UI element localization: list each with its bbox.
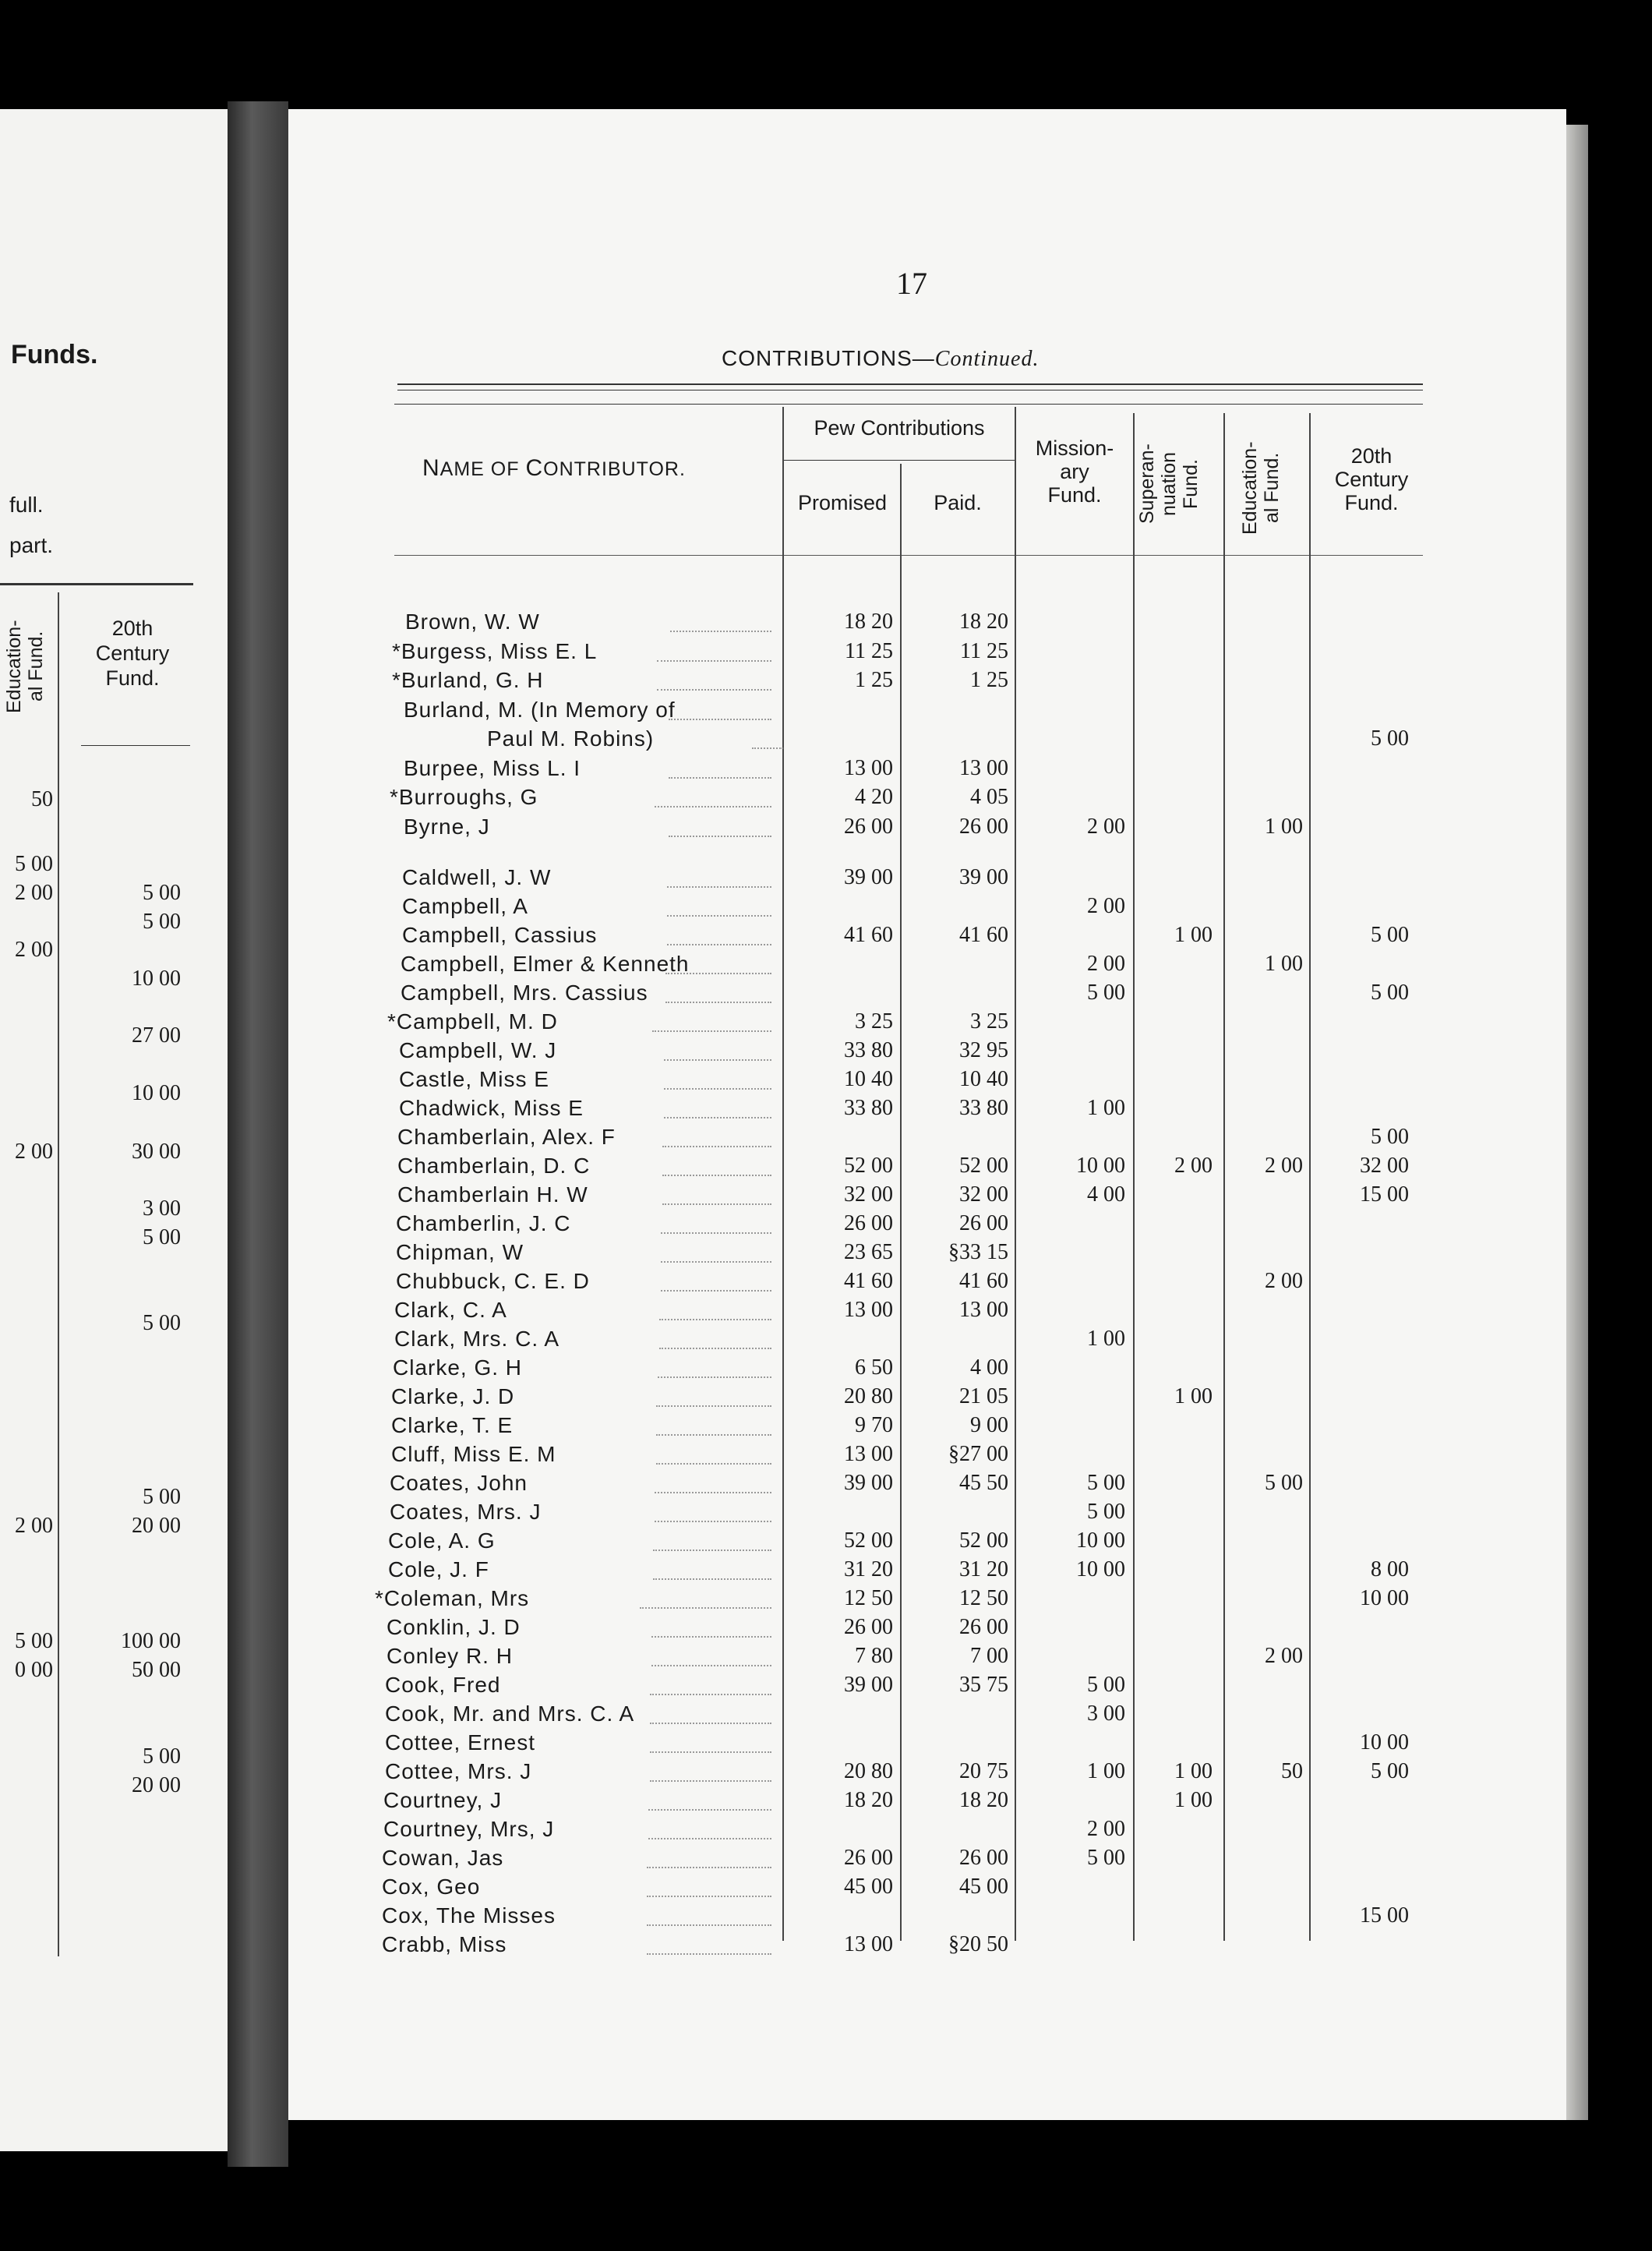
promised-value: 26 00 xyxy=(844,1846,893,1870)
promised-value: 9 70 xyxy=(855,1413,893,1437)
century-value: 10 00 xyxy=(1360,1586,1409,1610)
dot-leader xyxy=(652,1030,771,1032)
contributor-name: Brown, W. W xyxy=(405,610,540,634)
promised-value: 39 00 xyxy=(844,865,893,889)
dot-leader xyxy=(657,660,771,662)
left-educational-value: 2 00 xyxy=(15,1140,53,1164)
century-value: 10 00 xyxy=(1360,1730,1409,1755)
promised-value: 20 80 xyxy=(844,1759,893,1783)
contributor-name: Clark, Mrs. C. A xyxy=(394,1327,560,1351)
left-century-value: 5 00 xyxy=(143,1225,181,1249)
contributor-name: Cox, The Misses xyxy=(382,1903,556,1928)
missionary-value: 5 00 xyxy=(1087,1846,1125,1870)
century-value: 5 00 xyxy=(1371,726,1409,751)
promised-value: 13 00 xyxy=(844,1932,893,1956)
missionary-value: 3 00 xyxy=(1087,1702,1125,1726)
missionary-value: 4 00 xyxy=(1087,1182,1125,1207)
header-promised: Promised xyxy=(797,491,888,514)
contributor-name: Cox, Geo xyxy=(382,1875,481,1899)
left-century-value: 50 00 xyxy=(132,1658,181,1682)
promised-value: 26 00 xyxy=(844,1615,893,1639)
contributor-name: Conley R. H xyxy=(387,1644,513,1668)
dot-leader xyxy=(752,747,783,749)
left-educational-value: 5 00 xyxy=(15,852,53,876)
educational-value: 2 00 xyxy=(1265,1269,1303,1293)
dot-leader xyxy=(655,1492,771,1493)
left-page xyxy=(0,109,228,2151)
dot-leader xyxy=(670,631,771,632)
page-edge xyxy=(1566,125,1588,2120)
left-century-value: 27 00 xyxy=(132,1023,181,1048)
dot-leader xyxy=(662,1203,771,1205)
contributor-name: *Burgess, Miss E. L xyxy=(392,639,598,663)
divider-promised xyxy=(900,464,902,1941)
contributor-name: *Campbell, M. D xyxy=(387,1009,558,1034)
contributor-name: Conklin, J. D xyxy=(387,1615,521,1639)
educational-value: 5 00 xyxy=(1265,1471,1303,1495)
dot-leader xyxy=(665,1002,771,1003)
paid-value: 35 75 xyxy=(959,1673,1008,1697)
contributor-name: Chamberlain, Alex. F xyxy=(397,1125,616,1149)
header-name-of-contributor: NAME OF CONTRIBUTOR. xyxy=(422,455,686,481)
dot-leader xyxy=(661,1261,771,1263)
legend-full: full. xyxy=(9,493,44,517)
missionary-value: 5 00 xyxy=(1087,1471,1125,1495)
left-century-value: 20 00 xyxy=(132,1514,181,1538)
dot-leader xyxy=(650,1780,771,1782)
promised-value: 1 25 xyxy=(855,668,893,692)
promised-value: 41 60 xyxy=(844,1269,893,1293)
paid-value: §33 15 xyxy=(948,1240,1008,1264)
contributor-name: Castle, Miss E xyxy=(399,1067,549,1091)
paid-value: 26 00 xyxy=(959,1615,1008,1639)
dot-leader xyxy=(656,1434,771,1436)
contributor-name: Paul M. Robins) xyxy=(487,726,655,751)
promised-value: 13 00 xyxy=(844,1298,893,1322)
left-col-educational: Education- al Fund. xyxy=(3,620,47,713)
contributor-name: Chipman, W xyxy=(396,1240,524,1264)
missionary-value: 10 00 xyxy=(1076,1528,1125,1553)
dot-leader xyxy=(650,1751,771,1753)
contributor-name: Cowan, Jas xyxy=(382,1846,504,1870)
promised-value: 4 20 xyxy=(855,785,893,809)
divider-edu xyxy=(1309,413,1311,1941)
educational-value: 2 00 xyxy=(1265,1154,1303,1178)
paid-value: 12 50 xyxy=(959,1586,1008,1610)
contributor-name: Chadwick, Miss E xyxy=(399,1096,584,1120)
missionary-value: 5 00 xyxy=(1087,981,1125,1005)
superannuation-value: 1 00 xyxy=(1174,923,1213,947)
dot-leader xyxy=(667,944,771,945)
contributor-name: Campbell, Mrs. Cassius xyxy=(401,981,648,1005)
book-gutter xyxy=(228,101,288,2167)
dot-leader xyxy=(640,1607,771,1609)
contributor-name: *Burland, G. H xyxy=(392,668,544,692)
paid-value: 18 20 xyxy=(959,610,1008,634)
dot-leader xyxy=(659,1319,771,1320)
dot-leader xyxy=(664,1088,771,1090)
paid-value: 32 00 xyxy=(959,1182,1008,1207)
promised-value: 52 00 xyxy=(844,1528,893,1553)
dot-leader xyxy=(653,1550,771,1551)
left-century-value: 3 00 xyxy=(143,1196,181,1221)
contributor-name: Coates, Mrs. J xyxy=(390,1500,542,1524)
header-educational-fund: Education- al Fund. xyxy=(1239,441,1283,535)
promised-value: 18 20 xyxy=(844,1788,893,1812)
contributor-name: Cole, J. F xyxy=(388,1557,489,1581)
left-col-divider xyxy=(58,592,59,1956)
contributor-name: Burpee, Miss L. I xyxy=(404,756,581,780)
paid-value: 13 00 xyxy=(959,756,1008,780)
contributor-name: Burland, M. (In Memory of xyxy=(404,698,676,722)
dot-leader xyxy=(664,1059,771,1061)
left-century-value: 5 00 xyxy=(143,1744,181,1769)
dot-leader xyxy=(648,1838,771,1839)
educational-value: 50 xyxy=(1281,1759,1303,1783)
paid-value: 18 20 xyxy=(959,1788,1008,1812)
promised-value: 41 60 xyxy=(844,923,893,947)
contributor-name: Cook, Fred xyxy=(385,1673,501,1697)
left-century-value: 5 00 xyxy=(143,1485,181,1509)
left-century-value: 20 00 xyxy=(132,1773,181,1797)
paid-value: 4 00 xyxy=(970,1355,1008,1380)
promised-value: 32 00 xyxy=(844,1182,893,1207)
dot-leader xyxy=(647,1924,771,1926)
dot-leader xyxy=(655,806,771,807)
promised-value: 52 00 xyxy=(844,1154,893,1178)
divider-name xyxy=(782,407,784,1941)
page-number: 17 xyxy=(896,266,927,301)
dot-leader xyxy=(650,1694,771,1695)
header-paid: Paid. xyxy=(934,491,982,514)
dot-leader xyxy=(667,915,771,917)
paid-value: 26 00 xyxy=(959,815,1008,839)
paid-value: §20 50 xyxy=(948,1932,1008,1956)
paid-value: 11 25 xyxy=(960,639,1008,663)
promised-value: 20 80 xyxy=(844,1384,893,1408)
promised-value: 11 25 xyxy=(845,639,893,663)
promised-value: 26 00 xyxy=(844,1211,893,1235)
paid-value: 13 00 xyxy=(959,1298,1008,1322)
header-missionary-fund: Mission- ary Fund. xyxy=(1035,436,1114,507)
header-bottom-rule xyxy=(394,555,1423,556)
contributor-name: Cottee, Mrs. J xyxy=(385,1759,532,1783)
paid-value: 31 20 xyxy=(959,1557,1008,1581)
dot-leader xyxy=(647,1867,771,1868)
left-heading: Funds. xyxy=(11,340,98,369)
century-value: 5 00 xyxy=(1371,923,1409,947)
dot-leader xyxy=(647,1896,771,1897)
left-educational-value: 2 00 xyxy=(15,1514,53,1538)
superannuation-value: 1 00 xyxy=(1174,1759,1213,1783)
left-century-value: 5 00 xyxy=(143,1311,181,1335)
paid-value: 4 05 xyxy=(970,785,1008,809)
century-value: 8 00 xyxy=(1371,1557,1409,1581)
dot-leader xyxy=(658,1376,771,1378)
missionary-value: 2 00 xyxy=(1087,952,1125,976)
contributor-name: Cole, A. G xyxy=(388,1528,496,1553)
promised-value: 26 00 xyxy=(844,815,893,839)
promised-value: 33 80 xyxy=(844,1038,893,1062)
dot-leader xyxy=(647,1953,771,1955)
promised-value: 6 50 xyxy=(855,1355,893,1380)
header-pew-contributions: Pew Contributions xyxy=(814,416,985,440)
top-rule-3 xyxy=(394,404,1423,405)
contributor-name: Cluff, Miss E. M xyxy=(391,1442,556,1466)
dot-leader xyxy=(669,777,771,779)
promised-value: 39 00 xyxy=(844,1471,893,1495)
dot-leader xyxy=(667,886,771,888)
left-educational-value: 2 00 xyxy=(15,881,53,905)
contributor-name: Campbell, W. J xyxy=(399,1038,557,1062)
contributor-name: Clarke, G. H xyxy=(393,1355,523,1380)
paid-value: 52 00 xyxy=(959,1154,1008,1178)
paid-value: 33 80 xyxy=(959,1096,1008,1120)
missionary-value: 2 00 xyxy=(1087,815,1125,839)
contributor-name: Chamberlin, J. C xyxy=(396,1211,571,1235)
legend-part: part. xyxy=(9,533,54,557)
dot-leader xyxy=(659,1348,771,1349)
dot-leader xyxy=(653,1578,771,1580)
contributor-name: Campbell, Elmer & Kenneth xyxy=(401,952,690,976)
dot-leader xyxy=(648,1809,771,1811)
paid-value: 10 40 xyxy=(959,1067,1008,1091)
contributor-name: Byrne, J xyxy=(404,815,490,839)
dot-leader xyxy=(656,1405,771,1407)
contributor-name: Clark, C. A xyxy=(394,1298,507,1322)
promised-value: 13 00 xyxy=(844,756,893,780)
dot-leader xyxy=(651,1636,771,1638)
left-educational-value: 50 xyxy=(31,787,53,811)
left-rule xyxy=(0,583,193,585)
paid-value: 9 00 xyxy=(970,1413,1008,1437)
contributor-name: Clarke, T. E xyxy=(391,1413,514,1437)
century-value: 15 00 xyxy=(1360,1903,1409,1928)
left-century-value: 30 00 xyxy=(132,1140,181,1164)
promised-value: 13 00 xyxy=(844,1442,893,1466)
dot-leader xyxy=(669,719,771,720)
paid-value: 45 00 xyxy=(959,1875,1008,1899)
educational-value: 1 00 xyxy=(1265,815,1303,839)
paid-value: 41 60 xyxy=(959,923,1008,947)
dot-leader xyxy=(650,1723,771,1724)
century-value: 5 00 xyxy=(1371,1125,1409,1149)
left-educational-value: 0 00 xyxy=(15,1658,53,1682)
promised-value: 18 20 xyxy=(844,610,893,634)
promised-value: 7 80 xyxy=(855,1644,893,1668)
dot-leader xyxy=(662,1146,771,1147)
dot-leader xyxy=(651,1665,771,1666)
promised-value: 33 80 xyxy=(844,1096,893,1120)
left-century-value: 5 00 xyxy=(143,910,181,934)
section-title-continued: Continued. xyxy=(934,347,1040,371)
century-value: 15 00 xyxy=(1360,1182,1409,1207)
paid-value: 41 60 xyxy=(959,1269,1008,1293)
contributor-name: *Coleman, Mrs xyxy=(375,1586,530,1610)
missionary-value: 2 00 xyxy=(1087,1817,1125,1841)
dot-leader xyxy=(665,973,771,974)
missionary-value: 2 00 xyxy=(1087,894,1125,918)
paid-value: 1 25 xyxy=(970,668,1008,692)
section-title xyxy=(722,346,1039,372)
contributor-name: Courtney, J xyxy=(383,1788,503,1812)
contributor-name: Coates, John xyxy=(390,1471,528,1495)
contributor-name: Chamberlain H. W xyxy=(397,1182,588,1207)
missionary-value: 5 00 xyxy=(1087,1673,1125,1697)
left-century-value: 10 00 xyxy=(132,1081,181,1105)
dot-leader xyxy=(661,1290,771,1292)
missionary-value: 1 00 xyxy=(1087,1759,1125,1783)
promised-value: 31 20 xyxy=(844,1557,893,1581)
dot-leader xyxy=(656,1463,771,1465)
promised-value: 3 25 xyxy=(855,1009,893,1034)
contributor-name: Caldwell, J. W xyxy=(402,865,552,889)
superannuation-value: 1 00 xyxy=(1174,1788,1213,1812)
century-value: 32 00 xyxy=(1360,1154,1409,1178)
paid-value: 52 00 xyxy=(959,1528,1008,1553)
paid-value: 20 75 xyxy=(959,1759,1008,1783)
superannuation-value: 1 00 xyxy=(1174,1384,1213,1408)
paid-value: 26 00 xyxy=(959,1211,1008,1235)
promised-value: 10 40 xyxy=(844,1067,893,1091)
promised-value: 23 65 xyxy=(844,1240,893,1264)
contributor-name: Cook, Mr. and Mrs. C. A xyxy=(385,1702,635,1726)
paid-value: 39 00 xyxy=(959,865,1008,889)
header-superannuation-fund: Superan- nuation Fund. xyxy=(1136,443,1202,525)
left-century-value: 5 00 xyxy=(143,881,181,905)
promised-value: 45 00 xyxy=(844,1875,893,1899)
contributor-name: Crabb, Miss xyxy=(382,1932,507,1956)
header-20th-century-fund: 20th Century Fund. xyxy=(1334,444,1409,514)
pew-subrule xyxy=(784,460,1015,461)
contributor-name: Courtney, Mrs, J xyxy=(383,1817,555,1841)
educational-value: 1 00 xyxy=(1265,952,1303,976)
dot-leader xyxy=(664,1117,771,1118)
contributor-name: Campbell, Cassius xyxy=(402,923,598,947)
paid-value: §27 00 xyxy=(948,1442,1008,1466)
paid-value: 26 00 xyxy=(959,1846,1008,1870)
paid-value: 21 05 xyxy=(959,1384,1008,1408)
contributor-name: Campbell, A xyxy=(402,894,528,918)
paid-value: 7 00 xyxy=(970,1644,1008,1668)
paid-value: 3 25 xyxy=(970,1009,1008,1034)
century-value: 5 00 xyxy=(1371,1759,1409,1783)
missionary-value: 5 00 xyxy=(1087,1500,1125,1524)
top-rule-1 xyxy=(397,383,1423,385)
contributor-name: Chamberlain, D. C xyxy=(397,1154,591,1178)
dot-leader xyxy=(662,1175,771,1176)
promised-value: 39 00 xyxy=(844,1673,893,1697)
dot-leader xyxy=(661,1232,771,1234)
left-century-value: 100 00 xyxy=(121,1629,181,1653)
dot-leader xyxy=(655,1521,771,1522)
educational-value: 2 00 xyxy=(1265,1644,1303,1668)
left-educational-value: 5 00 xyxy=(15,1629,53,1653)
divider-paid xyxy=(1015,407,1016,1941)
contributor-name: Clarke, J. D xyxy=(391,1384,515,1408)
century-value: 5 00 xyxy=(1371,981,1409,1005)
left-col-century: 20th Century Fund. xyxy=(95,617,170,690)
contributor-name: Cottee, Ernest xyxy=(385,1730,535,1755)
promised-value: 12 50 xyxy=(844,1586,893,1610)
left-educational-value: 2 00 xyxy=(15,938,53,962)
dot-leader xyxy=(657,689,771,691)
contributor-name: *Burroughs, G xyxy=(390,785,538,809)
missionary-value: 1 00 xyxy=(1087,1096,1125,1120)
dot-leader xyxy=(669,836,771,837)
missionary-value: 10 00 xyxy=(1076,1154,1125,1178)
section-title-main: CONTRIBUTIONS— xyxy=(722,346,935,370)
missionary-value: 1 00 xyxy=(1087,1327,1125,1351)
superannuation-value: 2 00 xyxy=(1174,1154,1213,1178)
left-head-rule xyxy=(81,745,190,746)
missionary-value: 10 00 xyxy=(1076,1557,1125,1581)
contributor-name: Chubbuck, C. E. D xyxy=(396,1269,590,1293)
paid-value: 32 95 xyxy=(959,1038,1008,1062)
left-century-value: 10 00 xyxy=(132,966,181,991)
paid-value: 45 50 xyxy=(959,1471,1008,1495)
